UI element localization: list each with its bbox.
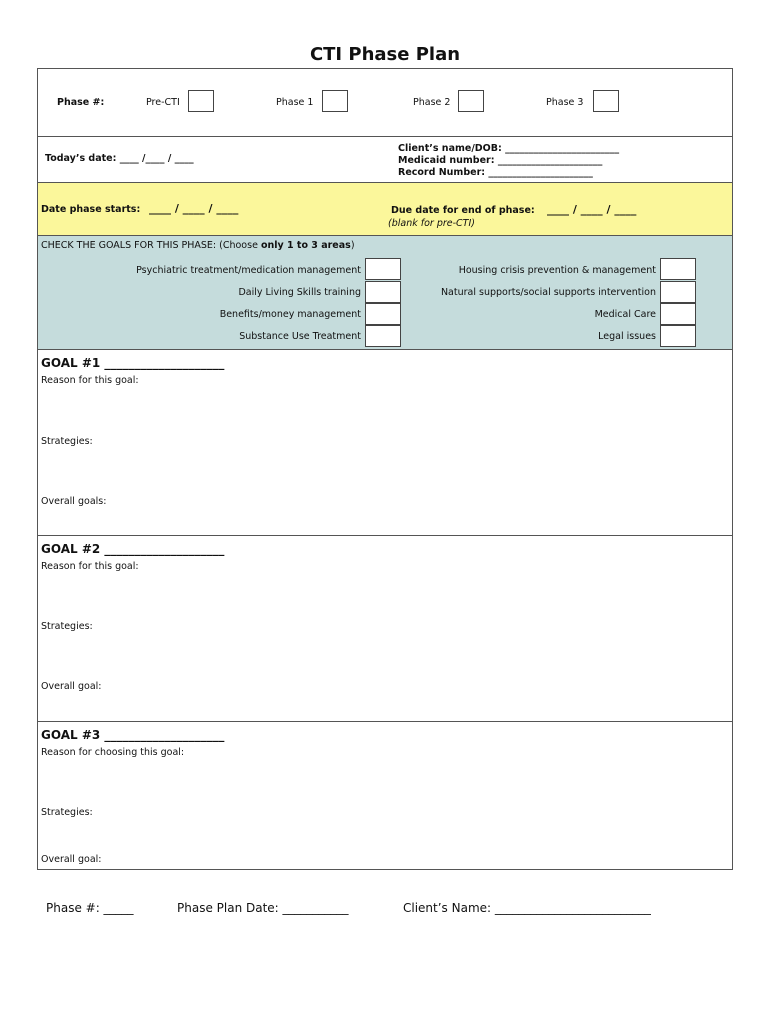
goal-3-section xyxy=(38,722,732,869)
phase-2-label: Phase 2 xyxy=(413,97,451,108)
phase-3-checkbox[interactable] xyxy=(593,90,619,112)
goal-3-overall-label: Overall goal: xyxy=(41,854,102,865)
phase-3-label: Phase 3 xyxy=(546,97,584,108)
checkbox-legal[interactable] xyxy=(660,325,696,347)
checkbox-benefits[interactable] xyxy=(365,303,401,325)
dates-section xyxy=(38,183,732,236)
date-phase-starts-label: Date phase starts: xyxy=(41,204,141,215)
goal-1-strategies-label: Strategies: xyxy=(41,436,93,447)
checkbox-substance-use[interactable] xyxy=(365,325,401,347)
goal-option-medical-care: Medical Care xyxy=(594,309,656,320)
phase-section xyxy=(38,69,732,137)
goal-option-benefits: Benefits/money management xyxy=(219,309,361,320)
record-number-field[interactable]: Record Number: ______________________ xyxy=(398,167,593,178)
goal-1-reason-label: Reason for this goal: xyxy=(41,375,139,386)
goal-option-legal: Legal issues xyxy=(598,331,656,342)
goal-3-reason-label: Reason for choosing this goal: xyxy=(41,747,185,758)
goal-3-heading[interactable]: GOAL #3 ____________________ xyxy=(41,728,225,742)
goals-header-prefix: CHECK THE GOALS FOR THIS PHASE: (Choose xyxy=(41,240,261,251)
goal-1-heading[interactable]: GOAL #1 ____________________ xyxy=(41,356,225,370)
goal-option-natural-supports: Natural supports/social supports intervention xyxy=(440,287,656,298)
footer-client-name-field[interactable]: Client’s Name: __________________________ xyxy=(403,901,651,915)
goal-option-psychiatric: Psychiatric treatment/medication management xyxy=(136,265,361,276)
due-date-label: Due date for end of phase: xyxy=(391,205,535,216)
goal-3-strategies-label: Strategies: xyxy=(41,807,93,818)
medicaid-number-field[interactable]: Medicaid number: ______________________ xyxy=(398,155,603,166)
goals-check-section xyxy=(38,236,732,350)
due-date-field[interactable]: ____ / ____ / ____ xyxy=(547,203,637,216)
goals-check-header xyxy=(41,240,355,251)
goal-option-housing: Housing crisis prevention & management xyxy=(458,265,656,276)
checkbox-daily-living[interactable] xyxy=(365,281,401,303)
goal-2-reason-label: Reason for this goal: xyxy=(41,561,139,572)
pre-cti-label: Pre-CTI xyxy=(146,97,180,108)
due-date-note: (blank for pre-CTI) xyxy=(388,218,475,229)
pre-cti-checkbox[interactable] xyxy=(188,90,214,112)
goal-option-daily-living: Daily Living Skills training xyxy=(238,287,361,298)
client-info-section xyxy=(38,137,732,183)
checkbox-housing[interactable] xyxy=(660,258,696,280)
phase-plan-form xyxy=(37,68,733,870)
goal-option-substance-use: Substance Use Treatment xyxy=(239,331,361,342)
checkbox-medical-care[interactable] xyxy=(660,303,696,325)
page-title: CTI Phase Plan xyxy=(309,44,461,65)
todays-date-field[interactable]: Today’s date: ____ /____ / ____ xyxy=(45,153,194,164)
goals-header-suffix: ) xyxy=(350,240,355,251)
checkbox-psychiatric[interactable] xyxy=(365,258,401,280)
client-name-dob-field[interactable]: Client’s name/DOB: ________________________ xyxy=(398,143,620,154)
goal-2-overall-label: Overall goal: xyxy=(41,681,102,692)
phase-label: Phase #: xyxy=(57,97,105,108)
goal-2-strategies-label: Strategies: xyxy=(41,621,93,632)
phase-1-label: Phase 1 xyxy=(276,97,314,108)
goal-1-overall-label: Overall goals: xyxy=(41,496,107,507)
footer-plan-date-field[interactable]: Phase Plan Date: ___________ xyxy=(177,901,349,915)
date-phase-starts-field[interactable]: ____ / ____ / ____ xyxy=(149,202,239,215)
goal-1-section xyxy=(38,350,732,536)
goal-2-heading[interactable]: GOAL #2 ____________________ xyxy=(41,542,225,556)
phase-2-checkbox[interactable] xyxy=(458,90,484,112)
phase-1-checkbox[interactable] xyxy=(322,90,348,112)
footer-phase-field[interactable]: Phase #: _____ xyxy=(46,901,134,915)
checkbox-natural-supports[interactable] xyxy=(660,281,696,303)
goal-2-section xyxy=(38,536,732,722)
goals-header-bold: only 1 to 3 areas xyxy=(260,240,351,251)
